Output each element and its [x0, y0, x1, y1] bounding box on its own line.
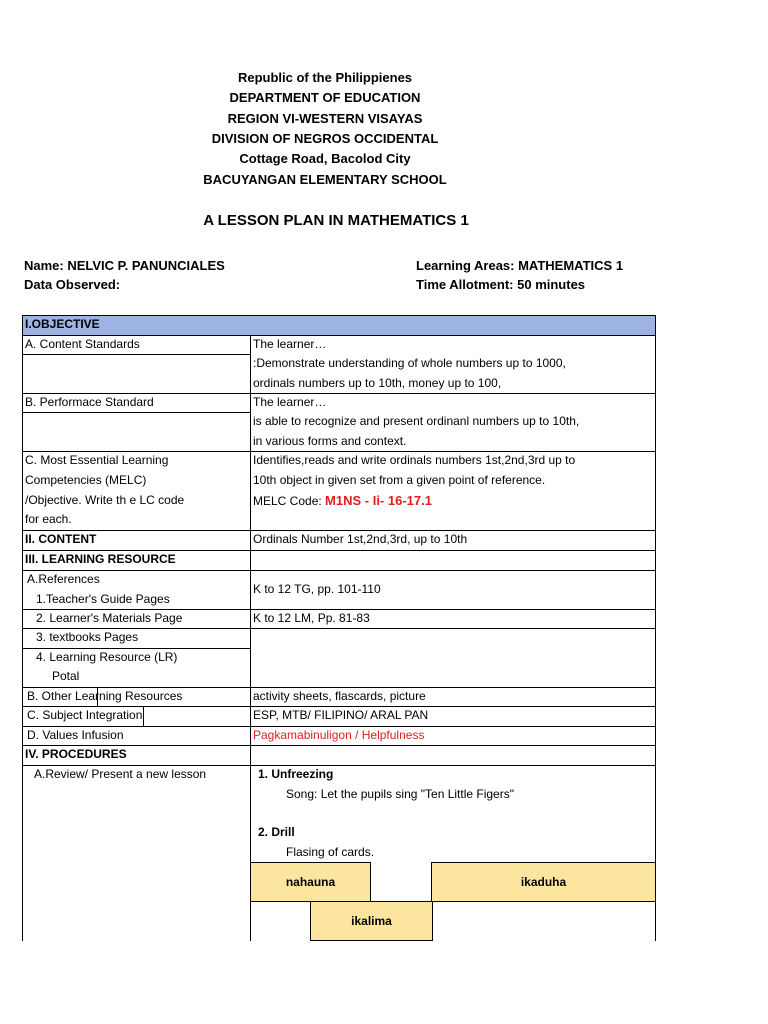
learners-materials-value: K to 12 LM, Pp. 81-83	[253, 611, 370, 625]
melc-line2: 10th object in given set from a given point of reference.	[253, 473, 546, 487]
subject-integration-label: C. Subject Integration	[27, 708, 143, 722]
time-allotment: Time Allotment: 50 minutes	[416, 277, 586, 292]
other-resources-value: activity sheets, flascards, picture	[253, 689, 426, 703]
melc-code-value: M1NS - Ii- 16-17.1	[325, 493, 432, 508]
values-value: Pagkamabinuligon / Helpfulness	[253, 728, 425, 742]
header-address: Cottage Road, Bacolod City	[239, 151, 411, 166]
table-column-divider	[250, 335, 251, 941]
header-department: DEPARTMENT OF EDUCATION	[229, 90, 421, 105]
card-grid-line	[432, 901, 656, 902]
references-label: A.References	[27, 572, 100, 586]
row-line	[22, 315, 656, 316]
date-observed: Data Observed:	[24, 277, 121, 292]
header-republic: Republic of the Philippienes	[237, 70, 413, 85]
learning-resource-label: III. LEARNING RESOURCE	[25, 552, 176, 566]
document-title: A LESSON PLAN IN MATHEMATICS 1	[203, 212, 469, 229]
learning-resource-lr-label: 4. Learning Resource (LR)	[36, 650, 178, 664]
card-grid-line	[250, 901, 310, 902]
content-standards-line2: :Demonstrate understanding of whole numbers up to 1000,	[253, 356, 566, 370]
objective-header-bar	[22, 315, 655, 335]
content-standards-line1: The learner…	[253, 337, 327, 351]
flash-card-ikalima: ikalima	[310, 901, 433, 941]
content-value: Ordinals Number 1st,2nd,3rd, up to 10th	[253, 532, 468, 546]
flashing-text: Flasing of cards.	[286, 845, 375, 859]
header-school: BACUYANGAN ELEMENTARY SCHOOL	[203, 172, 447, 187]
review-label: A.Review/ Present a new lesson	[34, 767, 207, 781]
performance-line2: is able to recognize and present ordinanl numbers up to 10th,	[253, 414, 580, 428]
learners-materials-label: 2. Learner's Materials Page	[36, 611, 183, 625]
learning-resource-portal-label: Potal	[52, 669, 80, 683]
row-line	[22, 570, 656, 571]
melc-label-line1: C. Most Essential Learning	[25, 453, 169, 467]
melc-line1: Identifies,reads and write ordinals numbers 1st,2nd,3rd up to	[253, 453, 576, 467]
header-division: DIVISION OF NEGROS OCCIDENTAL	[211, 131, 439, 146]
procedures-label: IV. PROCEDURES	[25, 747, 127, 761]
content-standards-label: A. Content Standards	[25, 337, 140, 351]
content-label: II. CONTENT	[25, 532, 97, 546]
values-infusion-label: D. Values Infusion	[27, 728, 124, 742]
unfreezing-heading: 1. Unfreezing	[258, 767, 334, 781]
melc-label-line4: for each.	[25, 512, 72, 526]
teachers-guide-value: K to 12 TG, pp. 101-110	[253, 582, 381, 596]
learning-areas: Learning Areas: MATHEMATICS 1	[416, 258, 624, 273]
textbooks-label: 3. textbooks Pages	[36, 630, 139, 644]
teachers-guide-label: 1.Teacher's Guide Pages	[36, 592, 170, 606]
teacher-name: Name: NELVIC P. PANUNCIALES	[24, 258, 225, 273]
drill-heading: 2. Drill	[258, 825, 295, 839]
melc-label-line3: /Objective. Write th e LC code	[25, 493, 185, 507]
other-resources-label: B. Other Learning Resources	[27, 689, 183, 703]
content-standards-line3: ordinals numbers up to 10th, money up to 100,	[253, 376, 502, 390]
flash-card-ikaduha: ikaduha	[431, 862, 656, 902]
melc-code-label: MELC Code:	[253, 494, 326, 508]
performance-line1: The learner…	[253, 395, 327, 409]
integration-value: ESP, MTB/ FILIPINO/ ARAL PAN	[253, 708, 429, 722]
melc-code-line	[253, 491, 432, 512]
performance-line3: in various forms and context.	[253, 434, 407, 448]
stray-cell-border	[143, 706, 144, 726]
flash-card-nahauna: nahauna	[250, 862, 371, 902]
header-region: REGION VI-WESTERN VISAYAS	[227, 111, 423, 126]
melc-label-line2: Competencies (MELC)	[25, 473, 147, 487]
performance-standard-label: B. Performace Standard	[25, 395, 154, 409]
song-text: Song: Let the pupils sing "Ten Little Figers"	[286, 787, 514, 801]
objective-header: I.OBJECTIVE	[25, 317, 100, 331]
